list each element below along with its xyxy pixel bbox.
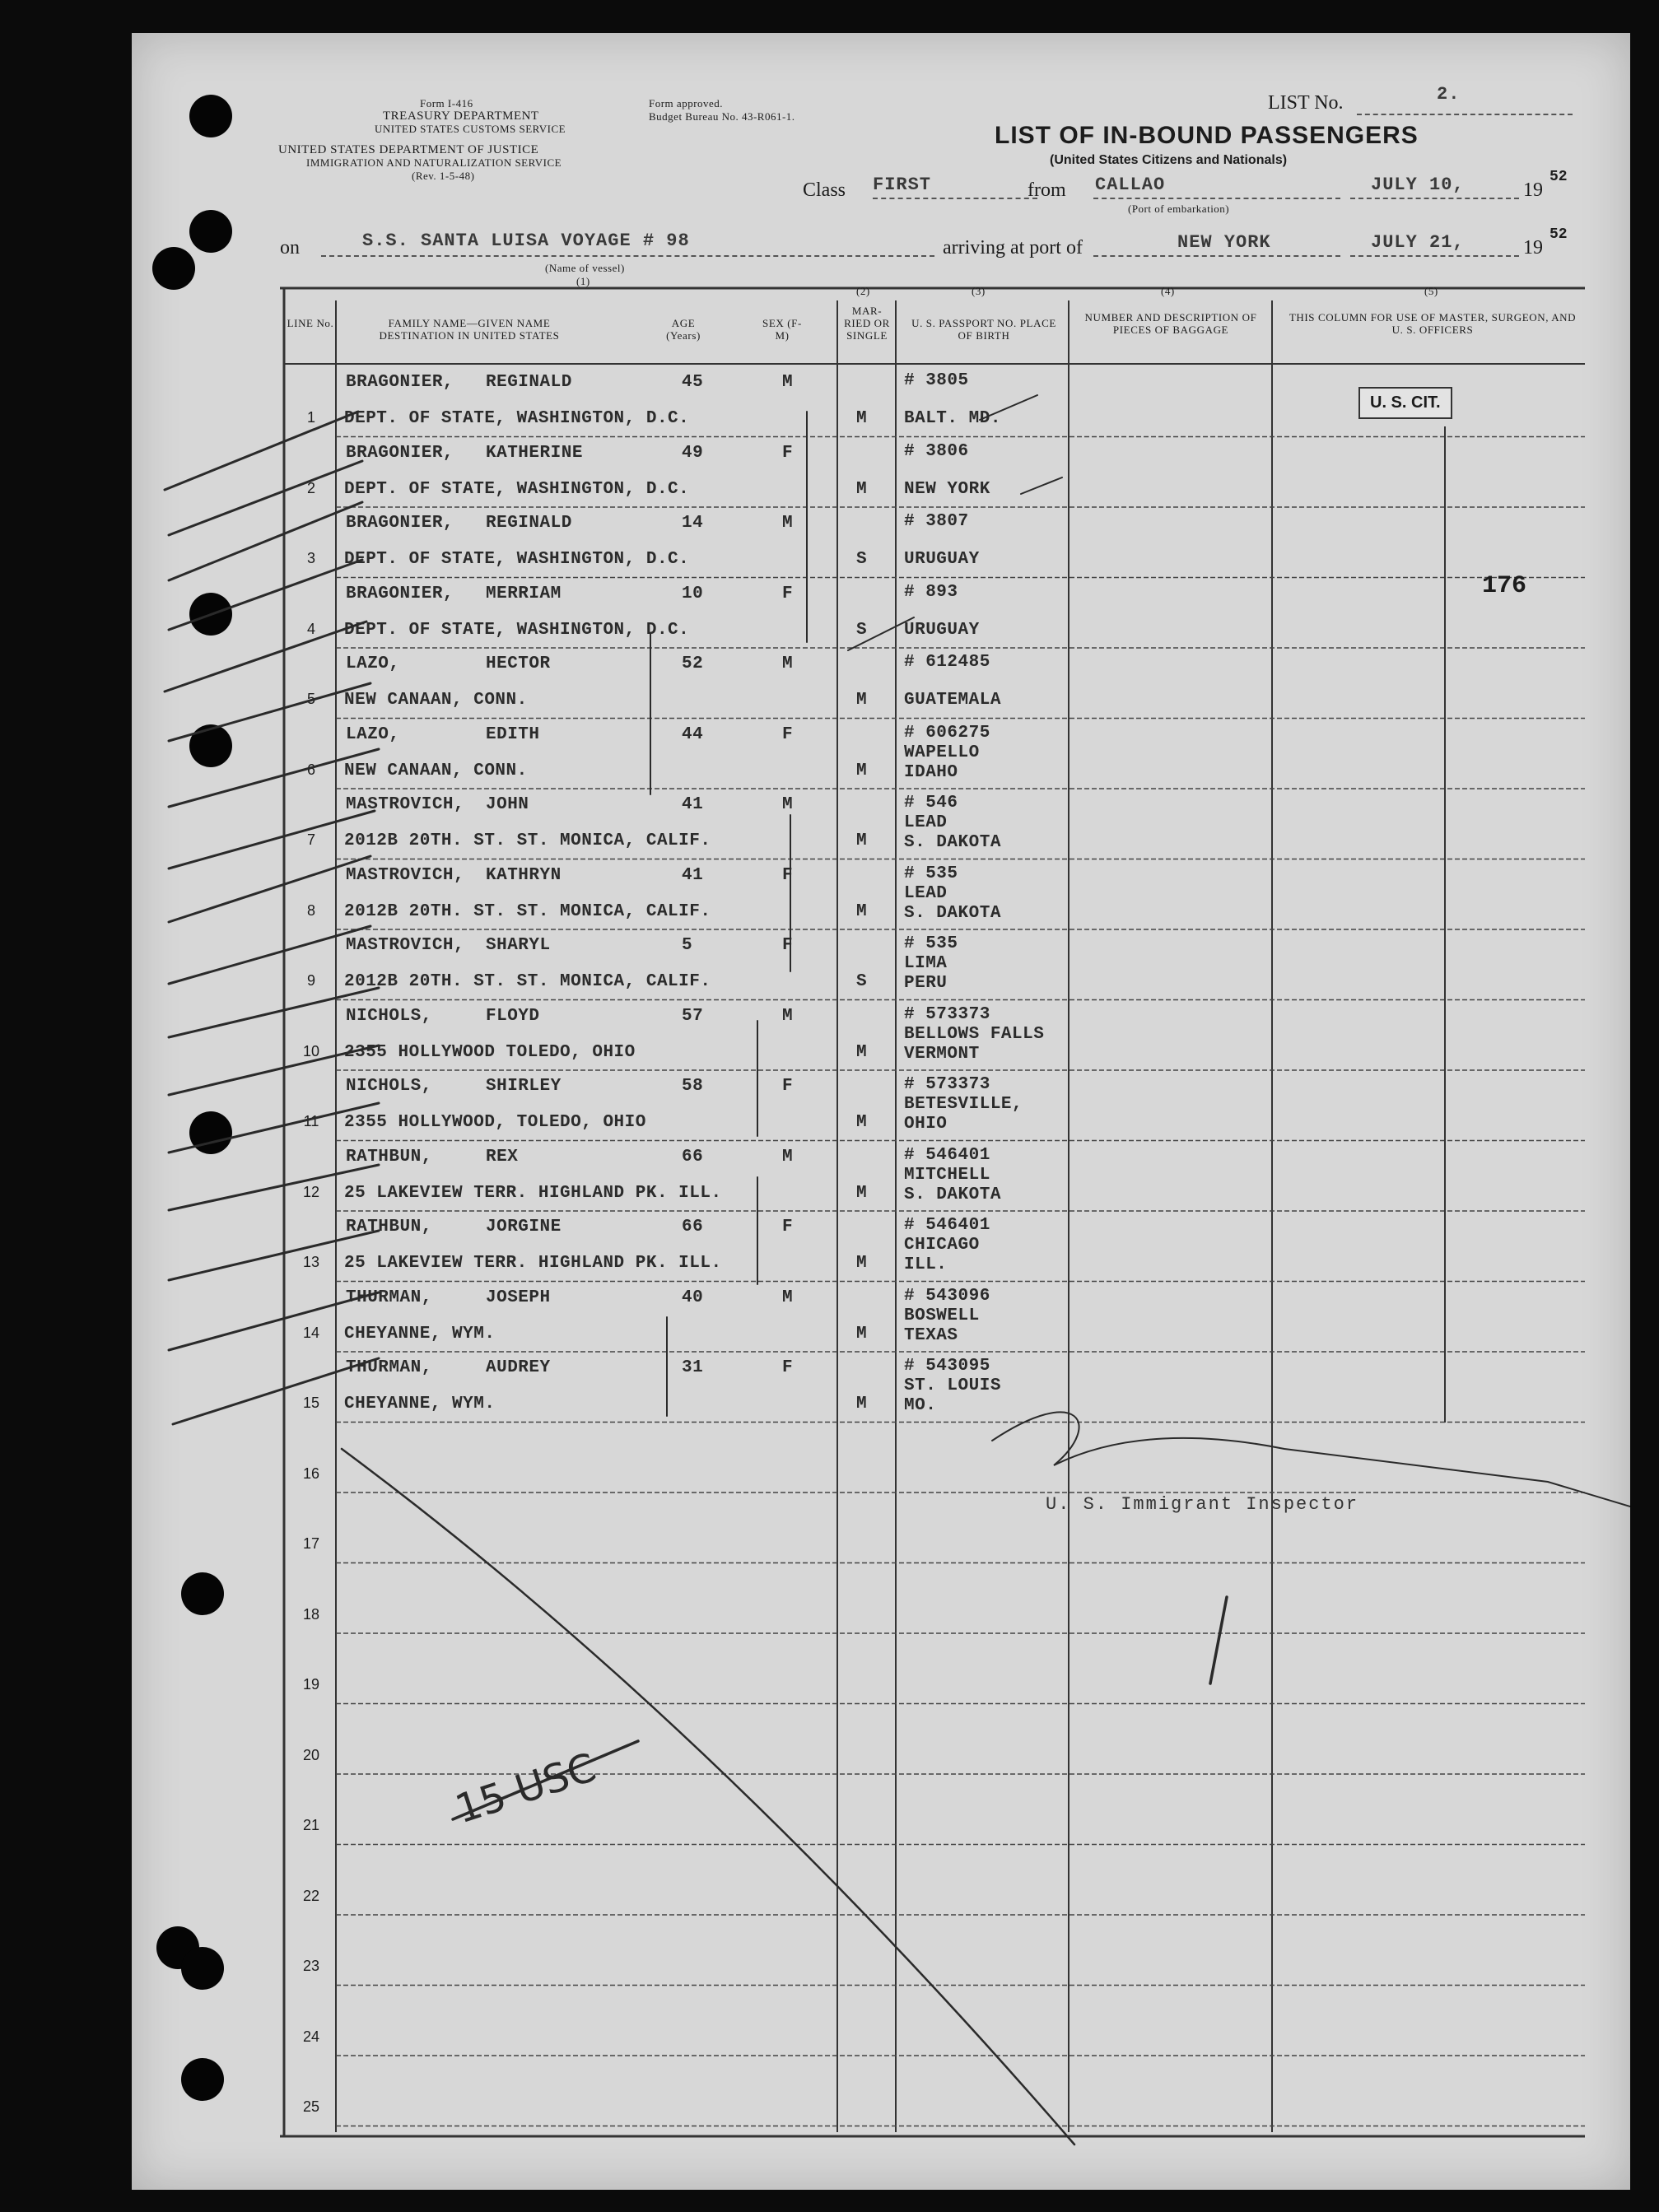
family-name: BRAGONIER, [346,373,454,392]
side-number: 176 [1482,572,1527,600]
line-number: 5 [306,691,315,707]
embarkation-port: CALLAO [1095,175,1166,195]
line-number: 18 [302,1605,320,1623]
line-number: 17 [302,1535,320,1552]
arrival-year: 52 [1549,226,1568,243]
passport-number: # 3805 [904,371,969,390]
destination: 25 LAKEVIEW TERR. HIGHLAND PK. ILL. [344,1183,722,1203]
sex: F [782,584,794,603]
place-of-birth-2: TEXAS [904,1325,958,1345]
place-of-birth: BALT. MD. [904,409,1001,428]
family-name: BRAGONIER, [346,584,454,603]
year-prefix: 19 [1523,179,1543,201]
dept-justice: UNITED STATES DEPARTMENT OF JUSTICE [278,143,539,156]
given-name: KATHRYN [486,865,562,885]
family-name: MASTROVICH, [346,795,465,814]
destination: NEW CANAAN, CONN. [344,761,528,780]
page-title: LIST OF IN-BOUND PASSENGERS [995,122,1419,149]
given-name: JORGINE [486,1218,562,1236]
sex: F [782,443,794,463]
destination: 2012B 20TH. ST. ST. MONICA, CALIF. [344,972,711,991]
header-passport: U. S. PASSPORT NO. PLACE OF BIRTH [911,317,1056,342]
given-name: REGINALD [486,514,572,533]
passport-number: # 546 [904,794,958,813]
given-name: SHARYL [486,936,551,955]
on-label: on [280,237,300,258]
place-of-birth: BOSWELL [904,1306,980,1325]
family-name: LAZO, [346,724,400,744]
given-name: REX [486,1147,519,1167]
marital-status: M [856,831,868,850]
age: 31 [682,1358,704,1377]
line-number: 22 [302,1887,320,1904]
line-number: 3 [306,550,315,566]
marital-status: S [856,620,868,640]
place-of-birth-2: S. DAKOTA [904,1185,1001,1204]
given-name: AUDREY [486,1358,551,1377]
line-number: 4 [306,620,315,637]
header-name: FAMILY NAME—GIVEN NAME DESTINATION IN UNITED STATES [379,317,560,342]
place-of-birth-2: PERU [904,974,948,993]
header-officers: THIS COLUMN FOR USE OF MASTER, SURGEON, AND U. S. OFFICERS [1289,311,1577,336]
col-4-number: (4) [1161,285,1175,297]
handwritten-note: 15 USC [450,1744,602,1833]
place-of-birth: CHICAGO [904,1236,980,1255]
marital-status: M [856,901,868,921]
passport-number: # 546401 [904,1145,990,1165]
dept-customs: UNITED STATES CUSTOMS SERVICE [375,123,566,135]
sex: M [782,654,794,673]
inspector-label: U. S. Immigrant Inspector [1046,1494,1359,1515]
line-number: 9 [306,972,315,989]
place-of-birth: BETESVILLE, [904,1095,1023,1114]
from-label: from [1028,179,1066,201]
passport-number: # 573373 [904,1004,990,1024]
form-approved: Form approved. [649,97,724,109]
passport-number: # 3807 [904,512,969,531]
line-number: 11 [303,1113,319,1129]
passport-number: # 612485 [904,653,990,672]
table-grid [132,33,1630,2190]
departure-date: JULY 10, [1371,175,1465,195]
line-number: 21 [302,1817,320,1833]
revision-date: (Rev. 1-5-48) [412,170,475,182]
place-of-birth: GUATEMALA [904,691,1001,710]
place-of-birth: ST. LOUIS [904,1376,1001,1395]
destination: DEPT. OF STATE, WASHINGTON, D.C. [344,550,690,569]
passport-number: # 546401 [904,1216,990,1235]
dept-treasury: TREASURY DEPARTMENT [383,109,539,123]
age: 14 [682,514,704,533]
given-name: EDITH [486,724,540,744]
place-of-birth-2: S. DAKOTA [904,903,1001,923]
given-name: SHIRLEY [486,1077,562,1096]
given-name: HECTOR [486,654,551,673]
place-of-birth: URUGUAY [904,620,980,640]
list-number-label: LIST No. [1268,92,1344,114]
line-number: 12 [302,1183,320,1200]
age: 58 [682,1077,704,1096]
destination: 2012B 20TH. ST. ST. MONICA, CALIF. [344,901,711,921]
line-number: 6 [306,761,315,778]
marital-status: M [856,1395,868,1413]
passport-number: # 535 [904,864,958,883]
line-number: 10 [302,1042,320,1059]
given-name: REGINALD [486,373,572,392]
sex: M [782,1006,794,1026]
passport-number: # 543096 [904,1286,990,1306]
line-number: 16 [302,1465,320,1482]
sex: F [782,936,794,955]
budget-bureau: Budget Bureau No. 43-R061-1. [649,110,795,123]
sex: F [782,724,794,744]
place-of-birth-2: OHIO [904,1115,948,1134]
destination: 25 LAKEVIEW TERR. HIGHLAND PK. ILL. [344,1254,722,1273]
header-baggage: NUMBER AND DESCRIPTION OF PIECES OF BAGGAGE [1084,311,1257,336]
marital-status: M [856,479,868,499]
form-number: Form I-416 [420,97,473,109]
family-name: RATHBUN, [346,1147,432,1167]
col-1-number: (1) [576,275,590,287]
sex: F [782,1358,794,1377]
marital-status: M [856,691,868,710]
header-married: MAR- RIED OR SINGLE [844,305,890,342]
destination: CHEYANNE, WYM. [344,1324,496,1343]
sex: M [782,514,794,533]
age: 57 [682,1006,704,1026]
family-name: NICHOLS, [346,1006,432,1026]
dept-immigration: IMMIGRATION AND NATURALIZATION SERVICE [306,156,562,169]
destination: CHEYANNE, WYM. [344,1395,496,1413]
age: 49 [682,443,704,463]
given-name: MERRIAM [486,584,562,603]
line-number: 2 [306,479,315,496]
departure-year: 52 [1549,169,1568,185]
destination: DEPT. OF STATE, WASHINGTON, D.C. [344,620,690,640]
given-name: JOSEPH [486,1288,551,1307]
family-name: THURMAN, [346,1288,432,1307]
given-name: JOHN [486,795,529,814]
page-subtitle: (United States Citizens and Nationals) [1050,153,1288,167]
family-name: MASTROVICH, [346,936,465,955]
marital-status: M [856,1254,868,1273]
destination: 2355 HOLLYWOOD, TOLEDO, OHIO [344,1113,646,1132]
year-prefix-2: 19 [1523,237,1543,258]
sex: M [782,1147,794,1167]
age: 44 [682,724,704,744]
us-citizen-stamp: U. S. CIT. [1358,387,1452,419]
destination: DEPT. OF STATE, WASHINGTON, D.C. [344,409,690,428]
marital-status: M [856,409,868,428]
age: 66 [682,1147,704,1167]
family-name: NICHOLS, [346,1077,432,1096]
family-name: BRAGONIER, [346,514,454,533]
line-number: 15 [302,1395,320,1411]
age: 41 [682,865,704,885]
class-value: FIRST [873,175,932,195]
arrival-date: JULY 21, [1371,232,1465,253]
col-5-number: (5) [1424,285,1438,297]
family-name: RATHBUN, [346,1218,432,1236]
sex: F [782,865,794,885]
place-of-birth-2: S. DAKOTA [904,833,1001,852]
place-of-birth-2: ILL. [904,1255,948,1274]
place-of-birth: LIMA [904,954,948,973]
place-of-birth: BELLOWS FALLS [904,1024,1045,1044]
family-name: THURMAN, [346,1358,432,1377]
passport-number: # 535 [904,934,958,953]
family-name: BRAGONIER, [346,443,454,463]
place-of-birth: LEAD [904,813,948,832]
header-sex: SEX (F-M) [762,317,802,342]
family-name: MASTROVICH, [346,865,465,885]
destination: NEW CANAAN, CONN. [344,691,528,710]
line-number: 7 [306,831,315,848]
age: 52 [682,654,704,673]
header-age: AGE (Years) [666,317,701,342]
embarkation-caption: (Port of embarkation) [1128,203,1230,215]
place-of-birth: URUGUAY [904,550,980,569]
age: 40 [682,1288,704,1307]
sex: F [782,1218,794,1236]
age: 5 [682,936,693,955]
passport-number: # 606275 [904,723,990,743]
header-line-no: LINE No. [287,317,334,329]
line-number: 23 [302,1958,320,1974]
given-name: FLOYD [486,1006,540,1026]
age: 41 [682,795,704,814]
sex: F [782,1077,794,1096]
arriving-label: arriving at port of [943,237,1083,258]
marital-status: M [856,1324,868,1343]
place-of-birth-2: IDAHO [904,762,958,782]
sex: M [782,795,794,814]
place-of-birth: MITCHELL [904,1165,990,1185]
marital-status: S [856,972,868,991]
age: 10 [682,584,704,603]
line-number: 20 [302,1746,320,1763]
marital-status: M [856,1042,868,1062]
given-name: KATHERINE [486,443,583,463]
age: 45 [682,373,704,392]
col-2-number: (2) [856,285,870,297]
marital-status: M [856,1113,868,1132]
class-label: Class [803,179,846,201]
family-name: LAZO, [346,654,400,673]
sex: M [782,373,794,392]
line-number: 1 [306,409,315,426]
line-number: 19 [302,1676,320,1693]
place-of-birth: LEAD [904,883,948,903]
sex: M [782,1288,794,1307]
passport-number: # 3806 [904,441,969,461]
marital-status: M [856,761,868,780]
list-number-value: 2. [1437,84,1461,105]
line-number: 25 [302,2098,320,2115]
line-number: 13 [302,1254,320,1270]
arrival-port: NEW YORK [1177,232,1271,253]
age: 66 [682,1218,704,1236]
passport-number: # 573373 [904,1075,990,1094]
marital-status: S [856,550,868,569]
passport-number: # 893 [904,582,958,602]
passport-number: # 543095 [904,1357,990,1376]
place-of-birth-2: VERMONT [904,1044,980,1064]
destination: 2355 HOLLYWOOD TOLEDO, OHIO [344,1042,636,1062]
col-3-number: (3) [972,285,986,297]
place-of-birth: WAPELLO [904,743,980,762]
destination: DEPT. OF STATE, WASHINGTON, D.C. [344,479,690,499]
place-of-birth: NEW YORK [904,479,990,499]
vessel-caption: (Name of vessel) [545,262,625,274]
line-number: 8 [306,901,315,919]
line-number: 24 [302,2028,320,2045]
document-page [132,33,1630,2190]
line-number: 14 [302,1324,320,1341]
marital-status: M [856,1183,868,1203]
vessel-name: S.S. SANTA LUISA VOYAGE # 98 [362,231,690,251]
destination: 2012B 20TH. ST. ST. MONICA, CALIF. [344,831,711,850]
place-of-birth-2: MO. [904,1396,937,1415]
